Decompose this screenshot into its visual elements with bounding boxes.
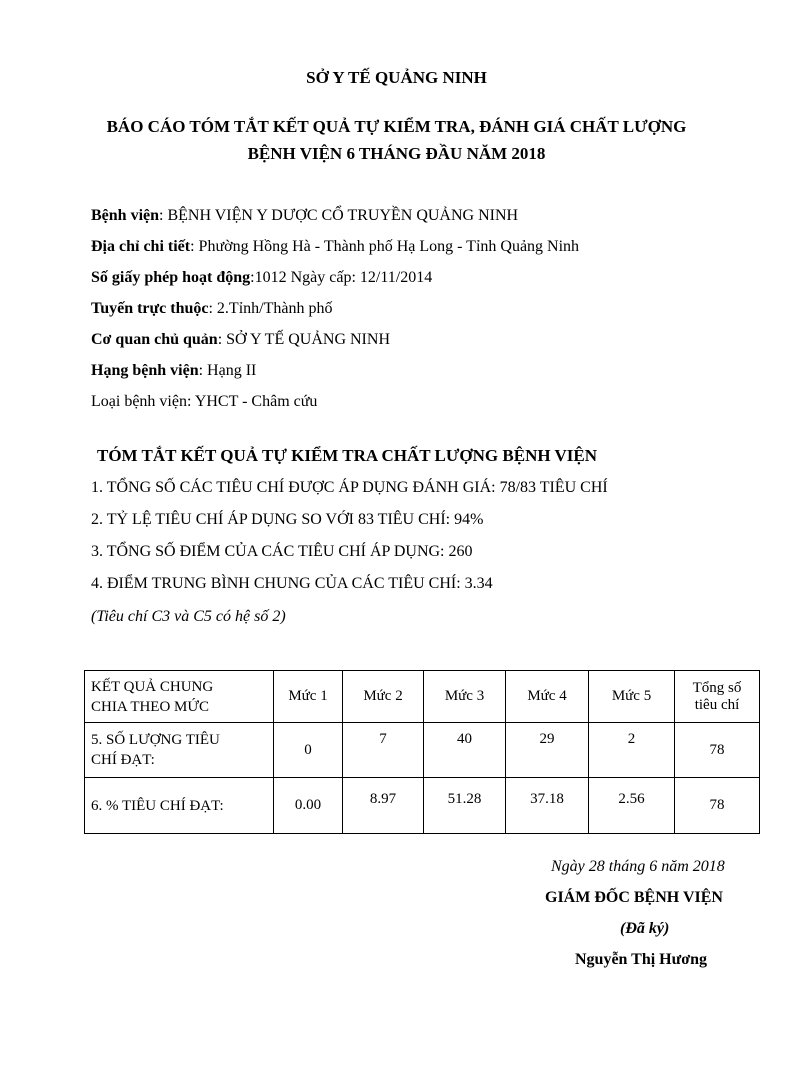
summary-heading: TÓM TẮT KẾT QUẢ TỰ KIỂM TRA CHẤT LƯỢNG BỆNH VIỆN	[97, 446, 598, 465]
header-level-2: Mức 2	[343, 671, 424, 723]
table-row	[85, 778, 760, 834]
summary-item-2: 2. TỶ LỆ TIÊU CHÍ ÁP DỤNG SO VỚI 83 TIÊU CHÍ: 94%	[91, 511, 484, 528]
header-total-line1: Tổng số	[692, 679, 742, 696]
table-header-row	[85, 671, 760, 723]
info-line-value: : 2.Tỉnh/Thành phố	[208, 300, 333, 317]
header-total-cell	[675, 671, 760, 723]
count-label-line1: 5. SỐ LƯỢNG TIÊU	[91, 732, 220, 748]
department-heading: SỞ Y TẾ QUẢNG NINH	[306, 68, 487, 87]
count-label-line2: CHÍ ĐẠT:	[91, 752, 155, 768]
summary-item-1: 1. TỔNG SỐ CÁC TIÊU CHÍ ĐƯỢC ÁP DỤNG ĐÁNH GIÁ: 78/83 TIÊU CHÍ	[91, 479, 608, 496]
signature-name: Nguyễn Thị Hương	[575, 951, 707, 968]
header-level-4: Mức 4	[506, 671, 589, 723]
info-agency	[91, 331, 390, 349]
info-address-value: : Phường Hồng Hà - Thành phố Hạ Long - Tỉnh Quảng Ninh	[190, 238, 580, 255]
signature-title: GIÁM ĐỐC BỆNH VIỆN	[545, 889, 723, 906]
report-title-line2: BỆNH VIỆN 6 THÁNG ĐẦU NĂM 2018	[247, 144, 546, 163]
info-rank	[91, 362, 256, 380]
count-label-cell	[85, 723, 274, 778]
info-license-label: Số giấy phép hoạt động	[91, 269, 251, 286]
info-rank-value: : Hạng II	[198, 362, 257, 379]
results-table	[84, 670, 760, 834]
info-license-value: :1012 Ngày cấp: 12/11/2014	[250, 269, 433, 286]
percent-level-3: 51.28	[424, 778, 506, 834]
count-level-3: 40	[424, 723, 506, 778]
count-level-5: 2	[589, 723, 675, 778]
info-rank-label: Hạng bệnh viện	[91, 362, 199, 379]
percent-level-2: 8.97	[343, 778, 424, 834]
header-label-line2: CHIA THEO MỨC	[91, 698, 210, 715]
info-address	[91, 238, 579, 256]
info-type: Loại bệnh viện: YHCT - Châm cứu	[91, 393, 318, 410]
header-level-1: Mức 1	[274, 671, 343, 723]
table-row	[85, 723, 760, 778]
percent-level-1: 0.00	[274, 778, 343, 834]
signature-date: Ngày 28 tháng 6 năm 2018	[551, 858, 725, 875]
info-hospital-label: Bệnh viện	[91, 207, 160, 224]
info-address-label: Địa chỉ chi tiết	[91, 238, 191, 255]
header-total-line2: tiêu chí	[694, 696, 740, 713]
percent-total: 78	[675, 778, 760, 834]
header-label-cell	[85, 671, 274, 723]
report-title-line1: BÁO CÁO TÓM TẮT KẾT QUẢ TỰ KIỂM TRA, ĐÁNH GIÁ CHẤT LƯỢNG	[106, 117, 687, 136]
percent-level-4: 37.18	[506, 778, 589, 834]
summary-item-4: 4. ĐIỂM TRUNG BÌNH CHUNG CỦA CÁC TIÊU CHÍ: 3.34	[91, 575, 493, 592]
percent-level-5: 2.56	[589, 778, 675, 834]
info-hospital	[91, 207, 518, 225]
info-license	[91, 269, 432, 287]
info-agency-label: Cơ quan chủ quản	[91, 331, 218, 348]
info-hospital-value: : BỆNH VIỆN Y DƯỢC CỔ TRUYỀN QUẢNG NINH	[159, 207, 519, 224]
header-level-5: Mức 5	[589, 671, 675, 723]
header-label-line1: KẾT QUẢ CHUNG	[91, 678, 214, 695]
count-level-4: 29	[506, 723, 589, 778]
summary-item-3: 3. TỔNG SỐ ĐIỂM CỦA CÁC TIÊU CHÍ ÁP DỤNG: 260	[91, 543, 473, 560]
percent-label-cell: 6. % TIÊU CHÍ ĐẠT:	[85, 778, 274, 834]
signature-note: (Đã ký)	[620, 920, 670, 937]
info-agency-value: : SỞ Y TẾ QUẢNG NINH	[217, 331, 390, 348]
count-level-1: 0	[274, 723, 343, 778]
info-line-label: Tuyến trực thuộc	[91, 300, 209, 317]
summary-note: (Tiêu chí C3 và C5 có hệ số 2)	[91, 608, 286, 625]
count-level-2: 7	[343, 723, 424, 778]
info-line	[91, 300, 332, 318]
count-total: 78	[675, 723, 760, 778]
header-level-3: Mức 3	[424, 671, 506, 723]
